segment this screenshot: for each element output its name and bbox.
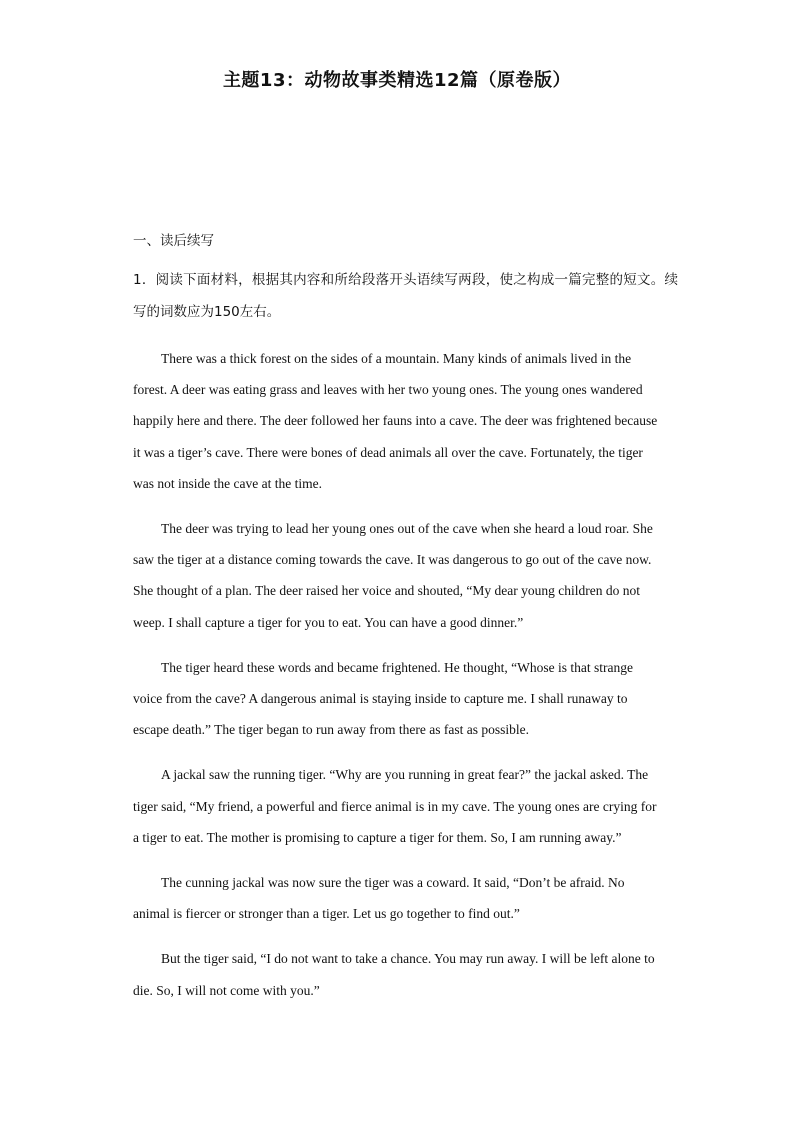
passage-paragraph-2: The deer was trying to lead her young ones out of the cave when she heard a loud roar. She saw the tiger at a distance coming towards the cave. It was dangerous to go out of the cave now. She thought of a plan. The deer raised her voice and shouted, “My dear young children do not weep. I shall capture a tiger for you to eat. You can have a good dinner.” bbox=[133, 521, 653, 630]
question-instruction: 1．阅读下面材料，根据其内容和所给段落开头语续写两段，使之构成一篇完整的短文。续写的词数应为150左右。 bbox=[133, 272, 678, 320]
section-heading: 一、读后续写 bbox=[133, 233, 214, 249]
page-title: 主题13：动物故事类精选12篇（原卷版） bbox=[222, 70, 572, 91]
passage-paragraph-5: The cunning jackal was now sure the tiger was a coward. It said, “Don’t be afraid. No animal is fiercer or stronger than a tiger. Let us go together to find out.” bbox=[133, 875, 625, 922]
passage-paragraph-4: A jackal saw the running tiger. “Why are you running in great fear?” the jackal asked. The tiger said, “My friend, a powerful and fierce animal is in my cave. The young ones are crying for a tiger to eat. The mother is promising to capture a tiger for them. So, I am running away.” bbox=[133, 767, 657, 845]
reading-passage bbox=[133, 343, 663, 1020]
passage-paragraph-3: The tiger heard these words and became frightened. He thought, “Whose is that strange voice from the cave? A dangerous animal is staying inside to capture me. I shall runaway to escape death.” The tiger began to run away from there as fast as possible. bbox=[133, 659, 633, 738]
passage-paragraph-1: There was a thick forest on the sides of a mountain. Many kinds of animals lived in the forest. A deer was eating grass and leaves with her two young ones. The young ones wandered happily here and there. The deer followed her fauns into a cave. The deer was frightened because it was a tiger’s cave. There were bones of dead animals all over the cave. Fortunately, the tiger was not inside the cave at the time. bbox=[133, 351, 658, 491]
passage-paragraph-6: But the tiger said, “I do not want to take a chance. You may run away. I will be left alone to die. So, I will not come with you.” bbox=[133, 951, 655, 998]
